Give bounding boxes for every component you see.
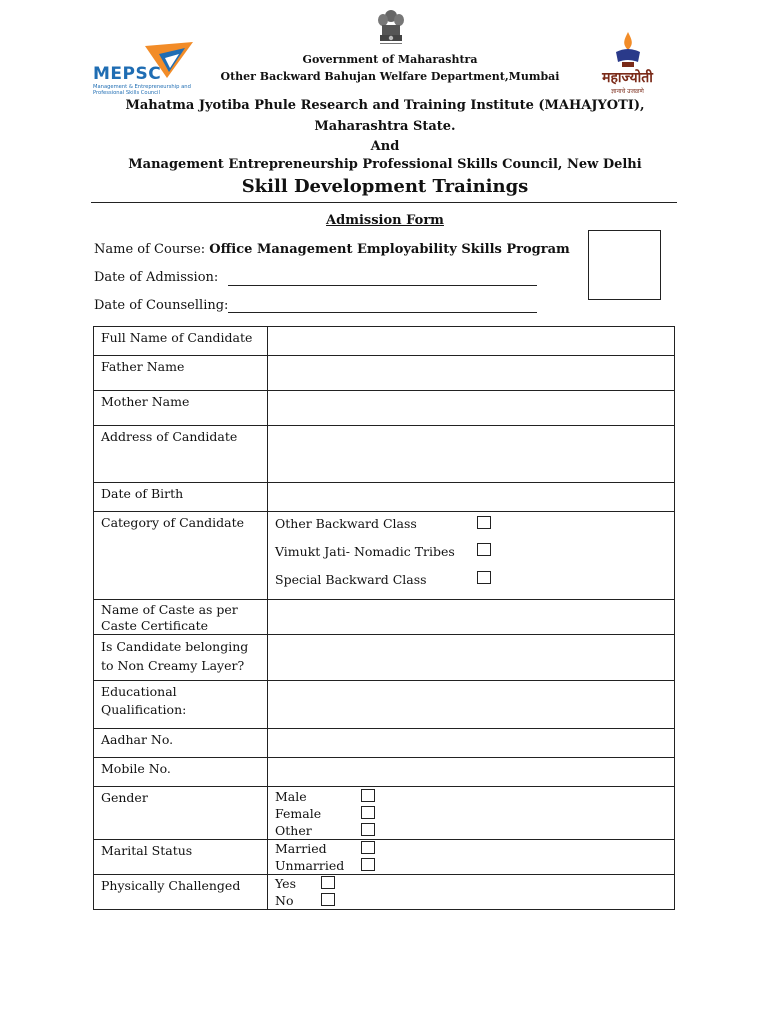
- category-label: Category of Candidate: [94, 512, 268, 600]
- category-obc-checkbox[interactable]: [477, 516, 491, 529]
- mahajyoti-logo-text: महाज्योती: [602, 70, 653, 86]
- dob-label: Date of Birth: [94, 483, 268, 512]
- non-creamy-label-line: to Non Creamy Layer?: [101, 658, 245, 673]
- category-options: [268, 512, 675, 600]
- gender-female-checkbox[interactable]: [361, 806, 375, 819]
- category-option-label: Other Backward Class: [275, 516, 417, 531]
- course-label: Name of Course:: [94, 242, 206, 257]
- physically-challenged-label: Physically Challenged: [94, 875, 268, 910]
- challenged-option-no: [275, 892, 674, 909]
- marital-option-unmarried: [275, 857, 674, 874]
- mahajyoti-logo-subtext: ज्ञानाचे उजळणे: [611, 88, 644, 95]
- caste-label-line: Name of Caste as per: [101, 602, 238, 617]
- gender-male-checkbox[interactable]: [361, 789, 375, 802]
- category-option-label: Vimukt Jati- Nomadic Tribes: [275, 544, 455, 559]
- table-row: [94, 483, 675, 512]
- gender-option-female: [275, 805, 674, 822]
- education-label: [94, 681, 268, 729]
- gender-option-other: [275, 822, 674, 839]
- non-creamy-field[interactable]: [268, 635, 675, 681]
- education-label-line: Educational: [101, 684, 177, 699]
- gender-label: Gender: [94, 787, 268, 840]
- photo-box: [588, 230, 661, 300]
- challenged-option-label: No: [275, 893, 294, 908]
- married-checkbox[interactable]: [361, 841, 375, 854]
- mahajyoti-logo: [590, 32, 665, 97]
- full-name-label: Full Name of Candidate: [94, 327, 268, 356]
- address-field[interactable]: [268, 426, 675, 483]
- form-heading: Admission Form: [326, 213, 444, 228]
- mepsc-logo: [93, 40, 198, 98]
- category-sbc-checkbox[interactable]: [477, 571, 491, 584]
- and-line: And: [370, 139, 400, 154]
- marital-status-label: Marital Status: [94, 840, 268, 875]
- gender-other-checkbox[interactable]: [361, 823, 375, 836]
- page-title: Skill Development Trainings: [241, 176, 529, 197]
- aadhar-field[interactable]: [268, 729, 675, 758]
- admission-date-label: Date of Admission:: [94, 270, 219, 285]
- category-option-obc: [275, 515, 674, 543]
- challenged-option-yes: [275, 875, 674, 892]
- mepsc-logo-subtext: Management & Entrepreneurship and Professional Skills Council: [93, 84, 191, 96]
- course-row: [94, 242, 570, 257]
- non-creamy-label: [94, 635, 268, 681]
- table-row: [94, 875, 675, 910]
- challenged-yes-checkbox[interactable]: [321, 876, 335, 889]
- table-row: [94, 787, 675, 840]
- government-line: Government of Maharashtra: [302, 53, 478, 66]
- marital-option-label: Married: [275, 841, 327, 856]
- marital-options: [268, 840, 675, 875]
- marital-option-label: Unmarried: [275, 858, 345, 873]
- national-emblem-icon: [374, 8, 408, 52]
- father-name-field[interactable]: [268, 356, 675, 391]
- education-label-line: Qualification:: [101, 702, 187, 717]
- caste-label: [94, 600, 268, 635]
- table-row: [94, 729, 675, 758]
- admission-form-table: [93, 326, 675, 910]
- full-name-field[interactable]: [268, 327, 675, 356]
- mother-name-label: Mother Name: [94, 391, 268, 426]
- table-row: [94, 635, 675, 681]
- table-row: [94, 600, 675, 635]
- challenged-no-checkbox[interactable]: [321, 893, 335, 906]
- mepsc-logo-text: MEPSC: [93, 64, 162, 84]
- address-label: Address of Candidate: [94, 426, 268, 483]
- course-value: Office Management Employability Skills Program: [209, 242, 570, 257]
- challenged-option-label: Yes: [275, 876, 296, 891]
- marital-option-married: [275, 840, 674, 857]
- table-row: [94, 758, 675, 787]
- gender-option-label: Other: [275, 823, 312, 838]
- counselling-date-label: Date of Counselling:: [94, 298, 229, 313]
- council-line: Management Entrepreneurship Professional Skills Council, New Delhi: [128, 157, 642, 172]
- title-divider: [91, 202, 677, 203]
- gender-options: [268, 787, 675, 840]
- gender-option-label: Female: [275, 806, 322, 821]
- gender-option-male: [275, 788, 674, 805]
- father-name-label: Father Name: [94, 356, 268, 391]
- mobile-label: Mobile No.: [94, 758, 268, 787]
- table-row: [94, 512, 675, 600]
- table-row: [94, 327, 675, 356]
- institute-line: Mahatma Jyotiba Phule Research and Training Institute (MAHAJYOTI),: [125, 98, 645, 113]
- aadhar-label: Aadhar No.: [94, 729, 268, 758]
- unmarried-checkbox[interactable]: [361, 858, 375, 871]
- counselling-date-field[interactable]: [228, 312, 537, 313]
- table-row: [94, 426, 675, 483]
- gender-option-label: Male: [275, 789, 307, 804]
- caste-field[interactable]: [268, 600, 675, 635]
- mobile-field[interactable]: [268, 758, 675, 787]
- category-option-vjnt: [275, 543, 674, 571]
- department-line: Other Backward Bahujan Welfare Department,Mumbai: [220, 70, 560, 83]
- education-field[interactable]: [268, 681, 675, 729]
- table-row: [94, 356, 675, 391]
- table-row: [94, 681, 675, 729]
- dob-field[interactable]: [268, 483, 675, 512]
- category-vjnt-checkbox[interactable]: [477, 543, 491, 556]
- caste-label-line: Caste Certificate: [101, 618, 208, 633]
- challenged-options: [268, 875, 675, 910]
- category-option-sbc: [275, 571, 674, 599]
- table-row: [94, 391, 675, 426]
- non-creamy-label-line: Is Candidate belonging: [101, 639, 249, 654]
- table-row: [94, 840, 675, 875]
- admission-date-field[interactable]: [228, 285, 537, 286]
- mother-name-field[interactable]: [268, 391, 675, 426]
- mahajyoti-flame-icon: [612, 32, 644, 68]
- state-line: Maharashtra State.: [314, 119, 456, 134]
- category-option-label: Special Backward Class: [275, 572, 427, 587]
